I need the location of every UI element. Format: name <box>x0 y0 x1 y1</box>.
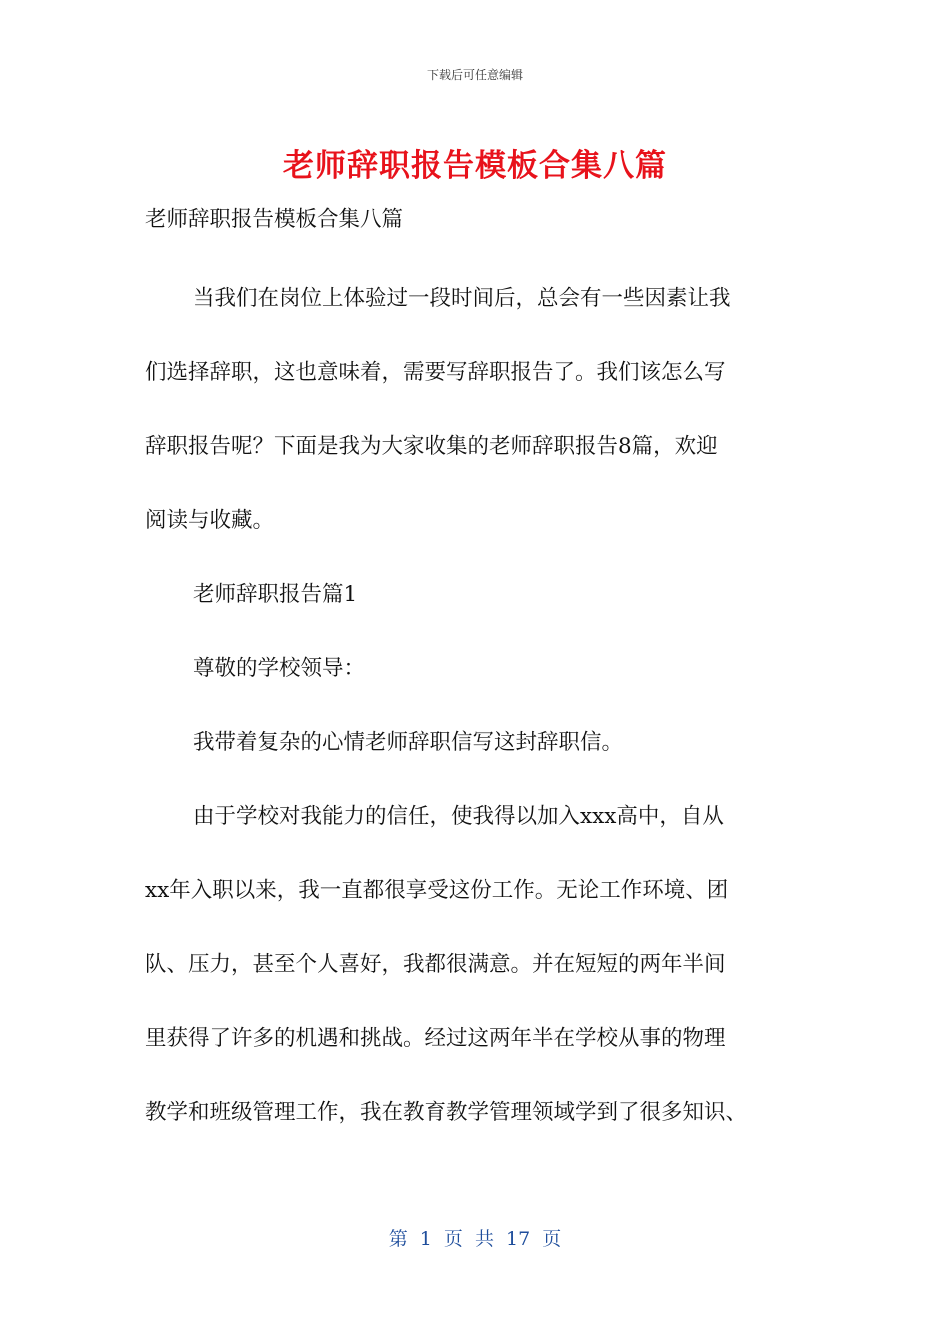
paragraph-line: 队、压力，甚至个人喜好，我都很满意。并在短短的两年半间 <box>145 952 726 977</box>
salutation: 尊敬的学校领导： <box>193 656 366 681</box>
paragraph-line: 里获得了许多的机遇和挑战。经过这两年半在学校从事的物理 <box>145 1026 726 1051</box>
paragraph-line: 教学和班级管理工作，我在教育教学管理领域学到了很多知识、 <box>145 1100 748 1125</box>
paragraph-line: 们选择辞职，这也意味着，需要写辞职报告了。我们该怎么写 <box>145 360 726 385</box>
document-title: 老师辞职报告模板合集八篇 <box>283 148 667 184</box>
document-subtitle: 老师辞职报告模板合集八篇 <box>145 207 404 232</box>
paragraph-line: xx年入职以来，我一直都很享受这份工作。无论工作环境、团 <box>145 878 729 903</box>
paragraph-line: 由于学校对我能力的信任，使我得以加入xxx高中，自从 <box>193 804 724 829</box>
section-heading: 老师辞职报告篇1 <box>193 582 358 607</box>
paragraph-line: 我带着复杂的心情老师辞职信写这封辞职信。 <box>193 730 624 755</box>
paragraph-line: 当我们在岗位上体验过一段时间后，总会有一些因素让我 <box>193 286 731 311</box>
document-body <box>145 262 805 1150</box>
paragraph-line: 辞职报告呢？下面是我为大家收集的老师辞职报告8篇，欢迎 <box>145 434 718 459</box>
header-note: 下载后可任意编辑 <box>426 68 523 82</box>
paragraph-line: 阅读与收藏。 <box>145 508 275 533</box>
page-number-footer: 第 1 页 共 17 页 <box>388 1228 562 1250</box>
